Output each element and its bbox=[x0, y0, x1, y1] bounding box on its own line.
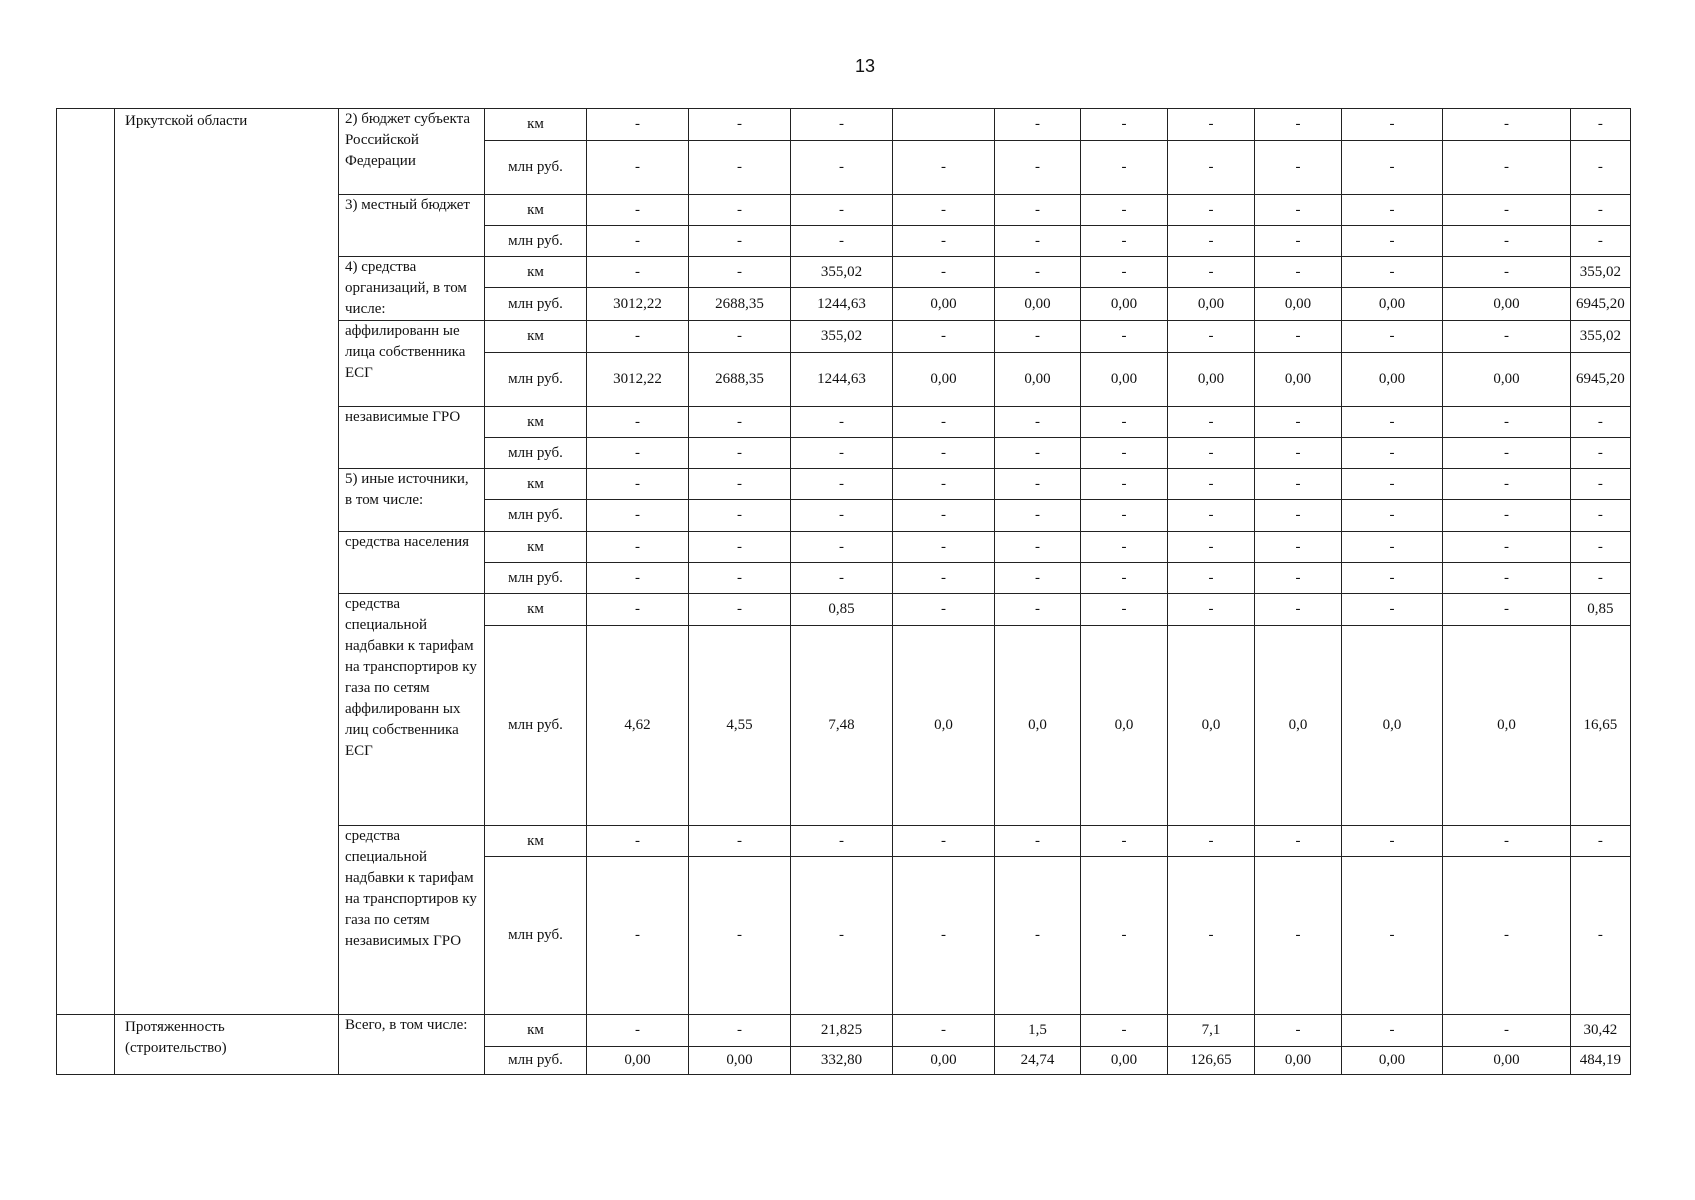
value-cell: - bbox=[1255, 438, 1342, 469]
value-cell: - bbox=[689, 532, 791, 563]
unit-cell: млн руб. bbox=[485, 438, 587, 469]
unit-cell: млн руб. bbox=[485, 1047, 587, 1075]
value-cell: - bbox=[893, 594, 995, 626]
value-cell: - bbox=[689, 226, 791, 257]
value-cell: - bbox=[1081, 195, 1168, 226]
value-cell: 1,5 bbox=[995, 1015, 1081, 1047]
value-cell: - bbox=[995, 532, 1081, 563]
value-cell: - bbox=[1255, 321, 1342, 353]
value-cell: - bbox=[1342, 438, 1443, 469]
value-cell: - bbox=[689, 407, 791, 438]
value-cell: 1244,63 bbox=[791, 288, 893, 321]
value-cell: - bbox=[1571, 563, 1631, 594]
value-cell: - bbox=[893, 469, 995, 500]
value-cell: 0,00 bbox=[1168, 288, 1255, 321]
value-cell: - bbox=[893, 826, 995, 857]
value-cell: - bbox=[893, 1015, 995, 1047]
value-cell: - bbox=[1255, 195, 1342, 226]
value-cell: - bbox=[1571, 826, 1631, 857]
value-cell: - bbox=[1168, 469, 1255, 500]
value-cell: 3012,22 bbox=[587, 353, 689, 407]
value-cell: 0,00 bbox=[689, 1047, 791, 1075]
row-label: средства специальной надбавки к тарифам на транспортиров ку газа по сетям независимых ГРО bbox=[339, 826, 485, 1015]
row-label: независимые ГРО bbox=[339, 407, 485, 469]
value-cell: 0,00 bbox=[1443, 288, 1571, 321]
value-cell: - bbox=[893, 226, 995, 257]
value-cell: - bbox=[1342, 195, 1443, 226]
value-cell: - bbox=[1168, 500, 1255, 532]
value-cell: - bbox=[1342, 469, 1443, 500]
value-cell: - bbox=[1571, 226, 1631, 257]
section-label: Иркутской области bbox=[115, 109, 339, 1015]
value-cell: - bbox=[995, 826, 1081, 857]
value-cell: 0,0 bbox=[1443, 626, 1571, 826]
value-cell: - bbox=[1255, 563, 1342, 594]
value-cell: 0,00 bbox=[995, 353, 1081, 407]
value-cell: - bbox=[1571, 469, 1631, 500]
value-cell: - bbox=[689, 1015, 791, 1047]
value-cell: 0,0 bbox=[1081, 626, 1168, 826]
value-cell: - bbox=[1342, 109, 1443, 141]
value-cell: 0,00 bbox=[1168, 353, 1255, 407]
unit-cell: млн руб. bbox=[485, 857, 587, 1015]
value-cell: - bbox=[1342, 1015, 1443, 1047]
unit-cell: млн руб. bbox=[485, 288, 587, 321]
value-cell: - bbox=[893, 438, 995, 469]
value-cell: - bbox=[1443, 1015, 1571, 1047]
value-cell: - bbox=[587, 826, 689, 857]
value-cell: - bbox=[587, 1015, 689, 1047]
value-cell: - bbox=[995, 226, 1081, 257]
value-cell: - bbox=[1168, 321, 1255, 353]
value-cell: - bbox=[689, 857, 791, 1015]
value-cell: - bbox=[1081, 500, 1168, 532]
value-cell: 0,0 bbox=[995, 626, 1081, 826]
value-cell: - bbox=[1081, 226, 1168, 257]
value-cell: - bbox=[1443, 500, 1571, 532]
value-cell: - bbox=[1081, 438, 1168, 469]
value-cell: - bbox=[995, 407, 1081, 438]
value-cell: - bbox=[893, 857, 995, 1015]
unit-cell: млн руб. bbox=[485, 563, 587, 594]
value-cell: 0,85 bbox=[1571, 594, 1631, 626]
value-cell: 355,02 bbox=[1571, 257, 1631, 288]
value-cell: 0,00 bbox=[995, 288, 1081, 321]
value-cell: - bbox=[893, 141, 995, 195]
unit-cell: км bbox=[485, 1015, 587, 1047]
value-cell: - bbox=[791, 469, 893, 500]
value-cell: - bbox=[587, 407, 689, 438]
value-cell: 0,0 bbox=[1255, 626, 1342, 826]
value-cell: - bbox=[1342, 500, 1443, 532]
value-cell: - bbox=[1443, 532, 1571, 563]
value-cell: - bbox=[587, 500, 689, 532]
unit-cell: км bbox=[485, 469, 587, 500]
value-cell: - bbox=[791, 438, 893, 469]
row-label: средства населения bbox=[339, 532, 485, 594]
value-cell: - bbox=[1081, 1015, 1168, 1047]
value-cell: - bbox=[1342, 826, 1443, 857]
value-cell: - bbox=[1571, 438, 1631, 469]
value-cell: - bbox=[995, 469, 1081, 500]
value-cell: 0,0 bbox=[893, 626, 995, 826]
value-cell: - bbox=[1168, 109, 1255, 141]
value-cell: - bbox=[995, 257, 1081, 288]
row-label: аффилированн ые лица собственника ЕСГ bbox=[339, 321, 485, 407]
value-cell: - bbox=[1081, 563, 1168, 594]
value-cell: - bbox=[995, 141, 1081, 195]
value-cell: - bbox=[1443, 257, 1571, 288]
value-cell: - bbox=[1081, 407, 1168, 438]
value-cell: - bbox=[587, 532, 689, 563]
value-cell: - bbox=[1081, 321, 1168, 353]
value-cell: - bbox=[1168, 438, 1255, 469]
value-cell: - bbox=[587, 857, 689, 1015]
unit-cell: млн руб. bbox=[485, 626, 587, 826]
unit-cell: км bbox=[485, 257, 587, 288]
value-cell: - bbox=[893, 500, 995, 532]
table-row bbox=[57, 109, 1631, 141]
value-cell: - bbox=[995, 321, 1081, 353]
unit-cell: км bbox=[485, 321, 587, 353]
value-cell: - bbox=[587, 141, 689, 195]
value-cell: 0,00 bbox=[587, 1047, 689, 1075]
value-cell: - bbox=[1571, 857, 1631, 1015]
value-cell: 0,00 bbox=[1255, 353, 1342, 407]
value-cell: - bbox=[689, 438, 791, 469]
value-cell: - bbox=[1443, 857, 1571, 1015]
value-cell: - bbox=[893, 563, 995, 594]
value-cell: - bbox=[995, 857, 1081, 1015]
value-cell bbox=[893, 109, 995, 141]
value-cell: - bbox=[1081, 857, 1168, 1015]
value-cell: 6945,20 bbox=[1571, 288, 1631, 321]
unit-cell: км bbox=[485, 532, 587, 563]
value-cell: - bbox=[1168, 563, 1255, 594]
value-cell: - bbox=[1081, 532, 1168, 563]
value-cell: - bbox=[995, 438, 1081, 469]
value-cell: - bbox=[791, 857, 893, 1015]
value-cell: - bbox=[587, 469, 689, 500]
row-label: 4) средства организаций, в том числе: bbox=[339, 257, 485, 321]
value-cell: 0,00 bbox=[1342, 1047, 1443, 1075]
value-cell: - bbox=[689, 500, 791, 532]
value-cell: - bbox=[995, 109, 1081, 141]
value-cell: - bbox=[1571, 195, 1631, 226]
value-cell: 332,80 bbox=[791, 1047, 893, 1075]
value-cell: - bbox=[1342, 563, 1443, 594]
unit-cell: млн руб. bbox=[485, 226, 587, 257]
value-cell: - bbox=[1168, 195, 1255, 226]
value-cell: - bbox=[1081, 594, 1168, 626]
value-cell: 21,825 bbox=[791, 1015, 893, 1047]
value-cell: 0,0 bbox=[1168, 626, 1255, 826]
value-cell: - bbox=[1255, 857, 1342, 1015]
value-cell: - bbox=[1342, 321, 1443, 353]
value-cell: 0,00 bbox=[1255, 1047, 1342, 1075]
value-cell: - bbox=[1571, 532, 1631, 563]
row-label: 3) местный бюджет bbox=[339, 195, 485, 257]
row-label: Всего, в том числе: bbox=[339, 1015, 485, 1075]
value-cell: - bbox=[587, 195, 689, 226]
value-cell: 0,00 bbox=[1255, 288, 1342, 321]
value-cell: - bbox=[1081, 141, 1168, 195]
value-cell: - bbox=[1571, 500, 1631, 532]
value-cell: - bbox=[1443, 563, 1571, 594]
row-number-cell bbox=[57, 1015, 115, 1075]
value-cell: - bbox=[1168, 857, 1255, 1015]
value-cell: - bbox=[689, 141, 791, 195]
value-cell: - bbox=[1443, 226, 1571, 257]
value-cell: 0,85 bbox=[791, 594, 893, 626]
value-cell: - bbox=[1255, 469, 1342, 500]
value-cell: - bbox=[1255, 532, 1342, 563]
value-cell: - bbox=[1168, 226, 1255, 257]
row-label: средства специальной надбавки к тарифам на транспортиров ку газа по сетям аффилированн ых лиц собственника ЕСГ bbox=[339, 594, 485, 826]
value-cell: - bbox=[791, 407, 893, 438]
value-cell: - bbox=[1443, 109, 1571, 141]
unit-cell: км bbox=[485, 195, 587, 226]
value-cell: 126,65 bbox=[1168, 1047, 1255, 1075]
value-cell: - bbox=[1571, 109, 1631, 141]
value-cell: - bbox=[1443, 195, 1571, 226]
row-number-cell bbox=[57, 109, 115, 1015]
unit-cell: млн руб. bbox=[485, 141, 587, 195]
value-cell: - bbox=[995, 594, 1081, 626]
value-cell: - bbox=[1443, 321, 1571, 353]
value-cell: - bbox=[1342, 407, 1443, 438]
value-cell: 0,00 bbox=[893, 353, 995, 407]
value-cell: - bbox=[1342, 226, 1443, 257]
unit-cell: км bbox=[485, 407, 587, 438]
value-cell: 0,00 bbox=[1443, 1047, 1571, 1075]
value-cell: - bbox=[689, 109, 791, 141]
table-row bbox=[57, 1015, 1631, 1047]
value-cell: 355,02 bbox=[1571, 321, 1631, 353]
value-cell: - bbox=[893, 407, 995, 438]
value-cell: 7,48 bbox=[791, 626, 893, 826]
value-cell: - bbox=[587, 563, 689, 594]
value-cell: 0,00 bbox=[1342, 288, 1443, 321]
value-cell: - bbox=[1168, 594, 1255, 626]
value-cell: - bbox=[689, 826, 791, 857]
value-cell: - bbox=[587, 594, 689, 626]
value-cell: 0,00 bbox=[1081, 353, 1168, 407]
value-cell: - bbox=[791, 563, 893, 594]
value-cell: - bbox=[893, 321, 995, 353]
value-cell: 2688,35 bbox=[689, 288, 791, 321]
unit-cell: км bbox=[485, 594, 587, 626]
value-cell: - bbox=[689, 469, 791, 500]
value-cell: - bbox=[1443, 141, 1571, 195]
value-cell: - bbox=[1255, 407, 1342, 438]
value-cell: - bbox=[995, 195, 1081, 226]
value-cell: - bbox=[587, 321, 689, 353]
value-cell: - bbox=[1255, 226, 1342, 257]
value-cell: 16,65 bbox=[1571, 626, 1631, 826]
value-cell: - bbox=[1255, 594, 1342, 626]
value-cell: 484,19 bbox=[1571, 1047, 1631, 1075]
value-cell: - bbox=[1168, 826, 1255, 857]
value-cell: - bbox=[1081, 469, 1168, 500]
value-cell: 7,1 bbox=[1168, 1015, 1255, 1047]
row-label: 2) бюджет субъекта Российской Федерации bbox=[339, 109, 485, 195]
value-cell: - bbox=[791, 141, 893, 195]
value-cell: - bbox=[791, 226, 893, 257]
value-cell: 0,00 bbox=[893, 1047, 995, 1075]
value-cell: 0,00 bbox=[1081, 288, 1168, 321]
value-cell: - bbox=[1168, 532, 1255, 563]
unit-cell: млн руб. bbox=[485, 500, 587, 532]
value-cell: - bbox=[1081, 257, 1168, 288]
value-cell: - bbox=[689, 321, 791, 353]
value-cell: - bbox=[1255, 141, 1342, 195]
value-cell: - bbox=[587, 438, 689, 469]
value-cell: - bbox=[587, 109, 689, 141]
value-cell: - bbox=[1255, 257, 1342, 288]
value-cell: - bbox=[791, 826, 893, 857]
value-cell: 0,00 bbox=[1443, 353, 1571, 407]
value-cell: 6945,20 bbox=[1571, 353, 1631, 407]
data-table bbox=[56, 108, 1631, 1075]
value-cell: - bbox=[995, 563, 1081, 594]
value-cell: - bbox=[893, 257, 995, 288]
value-cell: 0,0 bbox=[1342, 626, 1443, 826]
unit-cell: км bbox=[485, 826, 587, 857]
page-number: 13 bbox=[854, 56, 876, 76]
value-cell: 4,62 bbox=[587, 626, 689, 826]
value-cell: - bbox=[1168, 257, 1255, 288]
value-cell: 4,55 bbox=[689, 626, 791, 826]
value-cell: - bbox=[1571, 141, 1631, 195]
value-cell: - bbox=[1168, 407, 1255, 438]
value-cell: - bbox=[1342, 594, 1443, 626]
value-cell: - bbox=[1443, 594, 1571, 626]
value-cell: - bbox=[587, 257, 689, 288]
value-cell: 355,02 bbox=[791, 257, 893, 288]
value-cell: 355,02 bbox=[791, 321, 893, 353]
value-cell: - bbox=[893, 532, 995, 563]
value-cell: - bbox=[1255, 109, 1342, 141]
value-cell: - bbox=[1443, 826, 1571, 857]
value-cell: - bbox=[791, 500, 893, 532]
value-cell: - bbox=[893, 195, 995, 226]
value-cell: - bbox=[1342, 532, 1443, 563]
value-cell: - bbox=[689, 563, 791, 594]
value-cell: - bbox=[689, 257, 791, 288]
value-cell: - bbox=[1443, 469, 1571, 500]
value-cell: - bbox=[1342, 857, 1443, 1015]
value-cell: - bbox=[1255, 826, 1342, 857]
value-cell: - bbox=[1081, 826, 1168, 857]
value-cell: - bbox=[1255, 500, 1342, 532]
unit-cell: млн руб. bbox=[485, 353, 587, 407]
value-cell: - bbox=[1342, 141, 1443, 195]
value-cell: - bbox=[1443, 438, 1571, 469]
value-cell: - bbox=[689, 594, 791, 626]
value-cell: - bbox=[1081, 109, 1168, 141]
value-cell: 1244,63 bbox=[791, 353, 893, 407]
value-cell: 0,00 bbox=[1342, 353, 1443, 407]
value-cell: - bbox=[1255, 1015, 1342, 1047]
value-cell: 30,42 bbox=[1571, 1015, 1631, 1047]
value-cell: 0,00 bbox=[1081, 1047, 1168, 1075]
value-cell: 0,00 bbox=[893, 288, 995, 321]
value-cell: - bbox=[791, 109, 893, 141]
value-cell: - bbox=[791, 532, 893, 563]
section-label: Протяженность (строительство) bbox=[115, 1015, 339, 1075]
unit-cell: км bbox=[485, 109, 587, 141]
value-cell: - bbox=[1443, 407, 1571, 438]
value-cell: 3012,22 bbox=[587, 288, 689, 321]
value-cell: - bbox=[689, 195, 791, 226]
value-cell: - bbox=[995, 500, 1081, 532]
row-label: 5) иные источники, в том числе: bbox=[339, 469, 485, 532]
value-cell: - bbox=[1342, 257, 1443, 288]
value-cell: - bbox=[587, 226, 689, 257]
value-cell: - bbox=[1571, 407, 1631, 438]
value-cell: 2688,35 bbox=[689, 353, 791, 407]
value-cell: - bbox=[1168, 141, 1255, 195]
value-cell: - bbox=[791, 195, 893, 226]
value-cell: 24,74 bbox=[995, 1047, 1081, 1075]
